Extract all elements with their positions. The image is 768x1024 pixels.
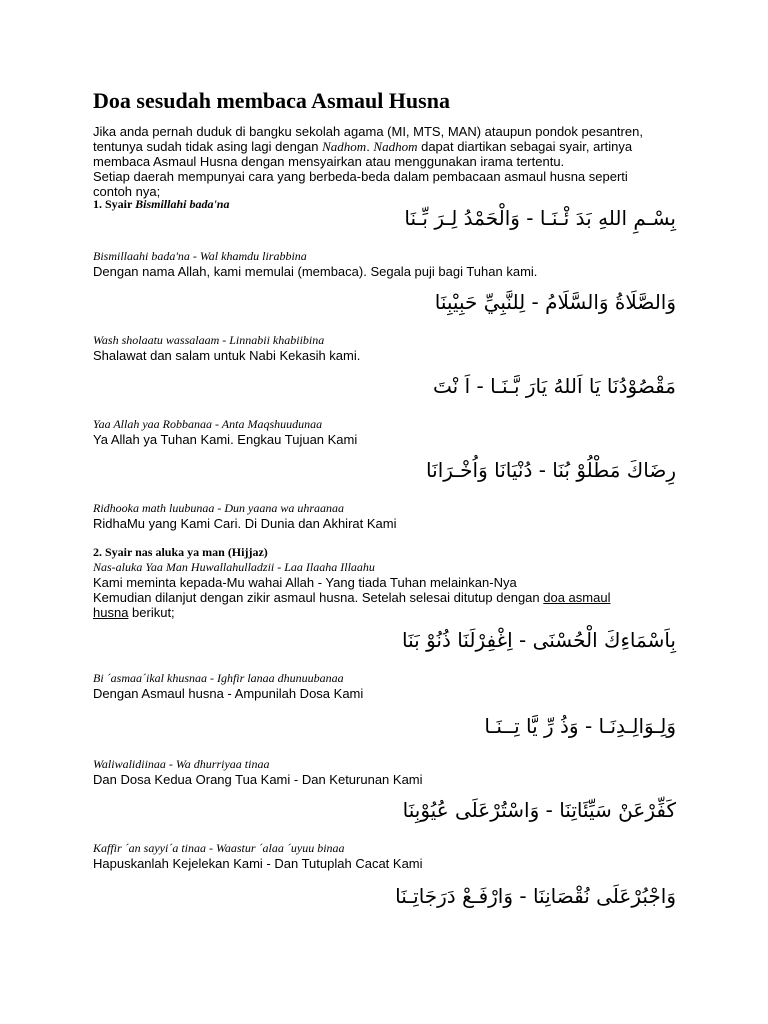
intro-paragraph xyxy=(93,124,693,199)
section-2-heading: 2. Syair nas aluka ya man (Hijjaz) xyxy=(93,545,268,559)
intro-text: dapat diartikan sebagai syair, artinya xyxy=(417,139,633,154)
doa-asmaul-husna-link[interactable]: doa asmaul xyxy=(543,590,611,605)
arabic-verse: بِاَسْمَاءِكَ الْحُسْنَى - اِغْفِرْلَنَا ذُنُوْ بَنَا xyxy=(402,628,676,652)
translation: Hapuskanlah Kejelekan Kami - Dan Tutuplah Cacat Kami xyxy=(93,856,423,871)
paragraph-line xyxy=(93,605,693,620)
paragraph-line xyxy=(93,590,693,605)
page-title: Doa sesudah membaca Asmaul Husna xyxy=(93,88,450,113)
arabic-verse: وَاجْبُرْعَلَى نُقْصَانِنَا - وَارْفَـعْ دَرَجَاتِـنَا xyxy=(395,884,676,908)
translation: RidhaMu yang Kami Cari. Di Dunia dan Akhirat Kami xyxy=(93,516,397,531)
paragraph-text: Kemudian dilanjut dengan zikir asmaul husna. Setelah selesai ditutup dengan xyxy=(93,590,544,605)
transliteration: Bismillaahi bada'na - Wal khamdu lirabbina xyxy=(93,249,307,263)
arabic-verse: رِضَاكَ مَطْلُوْ بُنَا - دُنْيَانَا وَاُخْـرَانَا xyxy=(426,458,676,482)
transliteration: Kaffir ´an sayyi´a tinaa - Waastur ´alaa ´uyuu binaa xyxy=(93,841,345,855)
paragraph-line: Kami meminta kepada-Mu wahai Allah - Yang tiada Tuhan melainkan-Nya xyxy=(93,575,517,590)
intro-text: tentunya sudah tidak asing lagi dengan xyxy=(93,139,323,154)
intro-line: Setiap daerah mempunyai cara yang berbeda-beda dalam pembacaan asmaul husna seperti xyxy=(93,169,628,184)
translation: Dan Dosa Kedua Orang Tua Kami - Dan Keturunan Kami xyxy=(93,772,423,787)
arabic-verse: مَقْصُوْدُنَا يَا اَللهُ يَارَ بَّـنَـا - اَ نْتَ xyxy=(433,374,676,398)
translation: Dengan nama Allah, kami memulai (membaca). Segala puji bagi Tuhan kami. xyxy=(93,264,538,279)
paragraph-text: berikut; xyxy=(128,605,175,620)
intro-line xyxy=(93,139,693,154)
intro-line: membaca Asmaul Husna dengan mensyairkan atau menggunakan irama tertentu. xyxy=(93,154,565,169)
transliteration: Waliwalidiinaa - Wa dhurriyaa tinaa xyxy=(93,757,270,771)
arabic-verse: وَلِـوَالِـدِنَـا - وَذُ رِّ يَّا تِــنَـا xyxy=(484,714,676,738)
intro-emphasis: Nadhom xyxy=(373,139,418,154)
section-heading-text: 1. Syair xyxy=(93,197,136,211)
intro-line: Jika anda pernah duduk di bangku sekolah agama (MI, MTS, MAN) ataupun pondok pesantren, xyxy=(93,124,643,139)
transliteration: Wash sholaatu wassalaam - Linnabii khabiibina xyxy=(93,333,325,347)
section-2-subtitle: Nas-aluka Yaa Man Huwallahulladzii - Laa Ilaaha Illaahu xyxy=(93,560,375,574)
arabic-verse: بِسْـمِ اللهِ بَدَ ئْـنَـا - وَالْحَمْدُ لِـرَ بِّـنَا xyxy=(404,206,676,230)
arabic-verse: وَالصَّلَاةُ وَالسَّلَامُ - لِلنَّبِيِّ حَبِيْبِنَا xyxy=(434,290,676,314)
intro-line: contoh nya; xyxy=(93,184,161,199)
section-1-heading xyxy=(93,197,229,212)
translation: Dengan Asmaul husna - Ampunilah Dosa Kami xyxy=(93,686,364,701)
intro-text: . xyxy=(366,139,374,154)
transliteration: Yaa Allah yaa Robbanaa - Anta Maqshuudunaa xyxy=(93,417,323,431)
doa-asmaul-husna-link[interactable]: husna xyxy=(93,605,129,620)
intro-emphasis: Nadhom xyxy=(322,139,367,154)
transliteration: Bi ´asmaa´ikal khusnaa - Ighfir lanaa dhunuubanaa xyxy=(93,671,344,685)
translation: Shalawat dan salam untuk Nabi Kekasih kami. xyxy=(93,348,361,363)
section-heading-emphasis: Bismillahi bada'na xyxy=(135,197,230,211)
translation: Ya Allah ya Tuhan Kami. Engkau Tujuan Kami xyxy=(93,432,358,447)
section-2-paragraph xyxy=(93,575,693,620)
transliteration: Ridhooka math luubunaa - Dun yaana wa uhraanaa xyxy=(93,501,344,515)
arabic-verse: كَفِّرْعَنْ سَيِّئَاتِنَا - وَاسْتُرْعَلَى عُيُوْبِنَا xyxy=(402,798,676,822)
